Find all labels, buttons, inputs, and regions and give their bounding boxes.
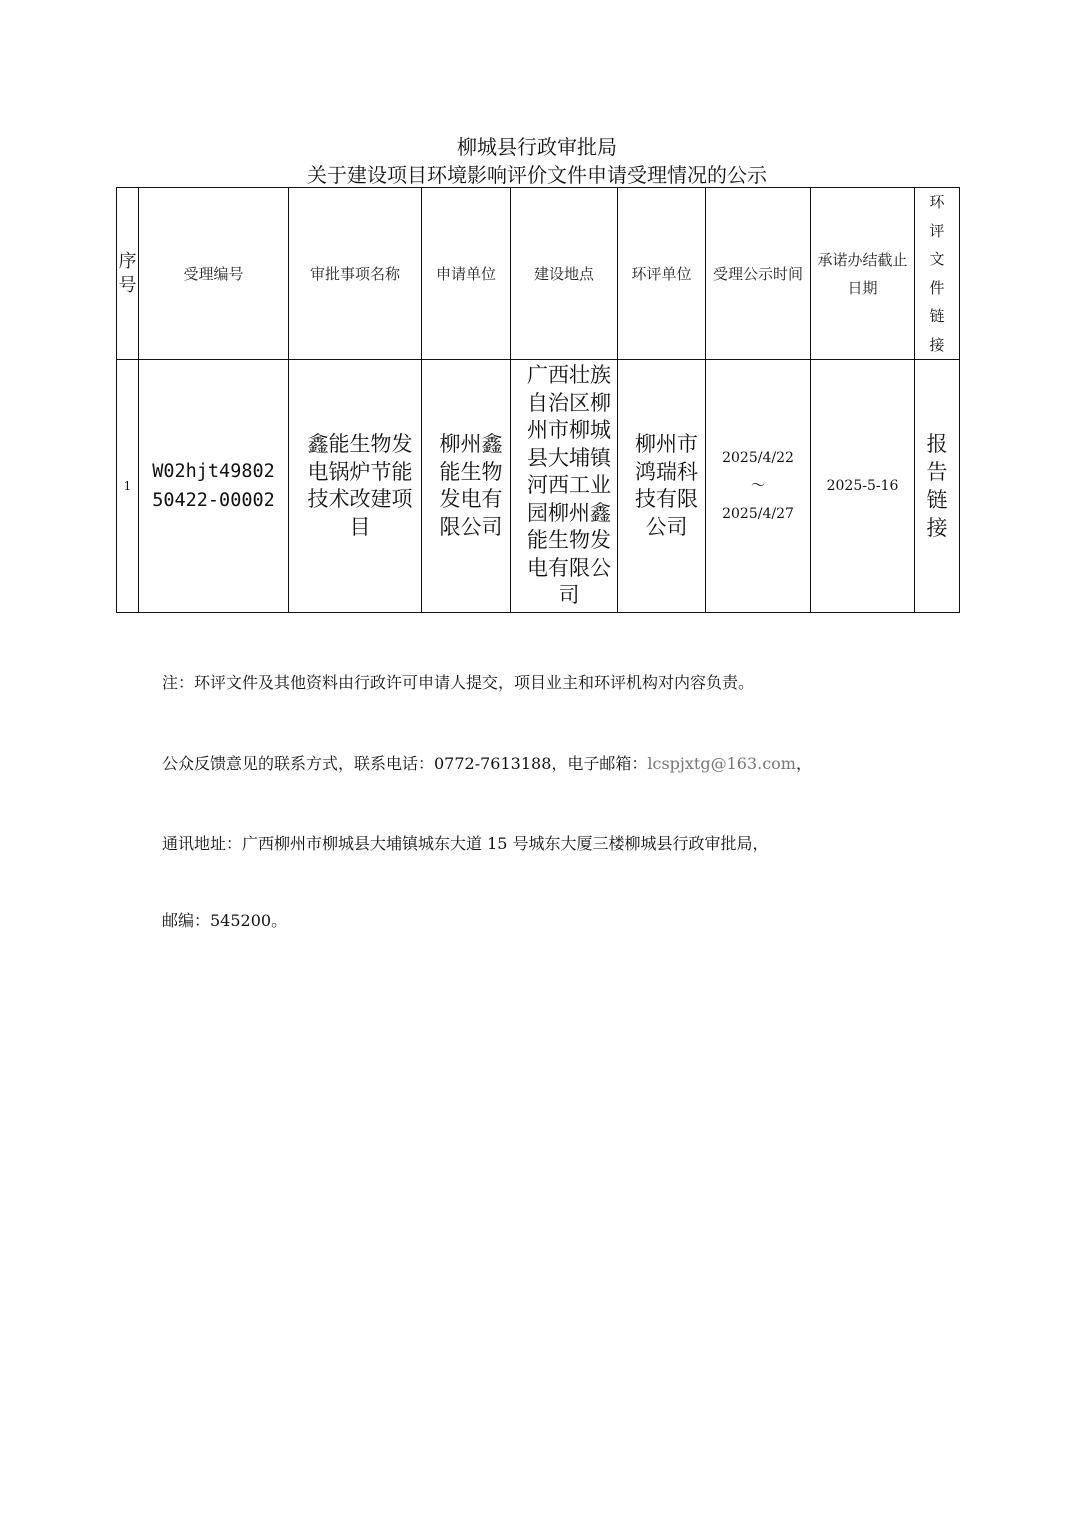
contact-email-link[interactable]: lcspjxtg@163.com [647,754,796,773]
cell-accept-no: W02hjt49802 50422-00002 [139,360,289,613]
header-location: 建设地点 [511,188,618,360]
cell-deadline: 2025-5-16 [811,360,915,613]
cell-doc-link[interactable] [915,360,960,613]
document-title-line2: 关于建设项目环境影响评价文件申请受理情况的公示 [307,163,767,187]
header-accept-no: 受理编号 [139,188,289,360]
cell-seq: 1 [117,360,139,613]
approval-table [116,187,960,613]
cell-applicant: 柳州鑫能生物发电有限公司 [422,360,511,613]
note-disclaimer: 注：环评文件及其他资料由行政许可申请人提交，项目业主和环评机构对内容负责。 [162,673,755,692]
note-address: 通讯地址：广西柳州市柳城县大埔镇城东大道 15 号城东大厦三楼柳城县行政审批局， [162,834,769,853]
header-deadline: 承诺办结截止日期 [811,188,915,360]
header-doc-link: 环评文件链接 [915,188,960,360]
note-postcode: 邮编：545200。 [162,911,288,930]
table-row [117,360,960,613]
cell-location: 广西壮族自治区柳州市柳城县大埔镇河西工业园柳州鑫能生物发电有限公司 [511,360,618,613]
contact-text: 公众反馈意见的联系方式，联系电话：0772-7613188，电子邮箱： [162,754,648,773]
note-contact [162,751,812,774]
header-item-name: 审批事项名称 [289,188,422,360]
document-title-line1: 柳城县行政审批局 [457,135,617,159]
header-seq: 序号 [117,188,139,360]
header-notice-time: 受理公示时间 [706,188,811,360]
header-applicant: 申请单位 [422,188,511,360]
contact-suffix: ， [795,754,812,773]
report-link[interactable]: 报告链接 [926,432,948,540]
cell-eia-unit: 柳州市鸿瑞科技有限公司 [618,360,706,613]
header-eia-unit: 环评单位 [618,188,706,360]
table-header-row [117,188,960,360]
cell-notice-time: 2025/4/22 ～ 2025/4/27 [706,360,811,613]
cell-item-name: 鑫能生物发电锅炉节能技术改建项目 [289,360,422,613]
